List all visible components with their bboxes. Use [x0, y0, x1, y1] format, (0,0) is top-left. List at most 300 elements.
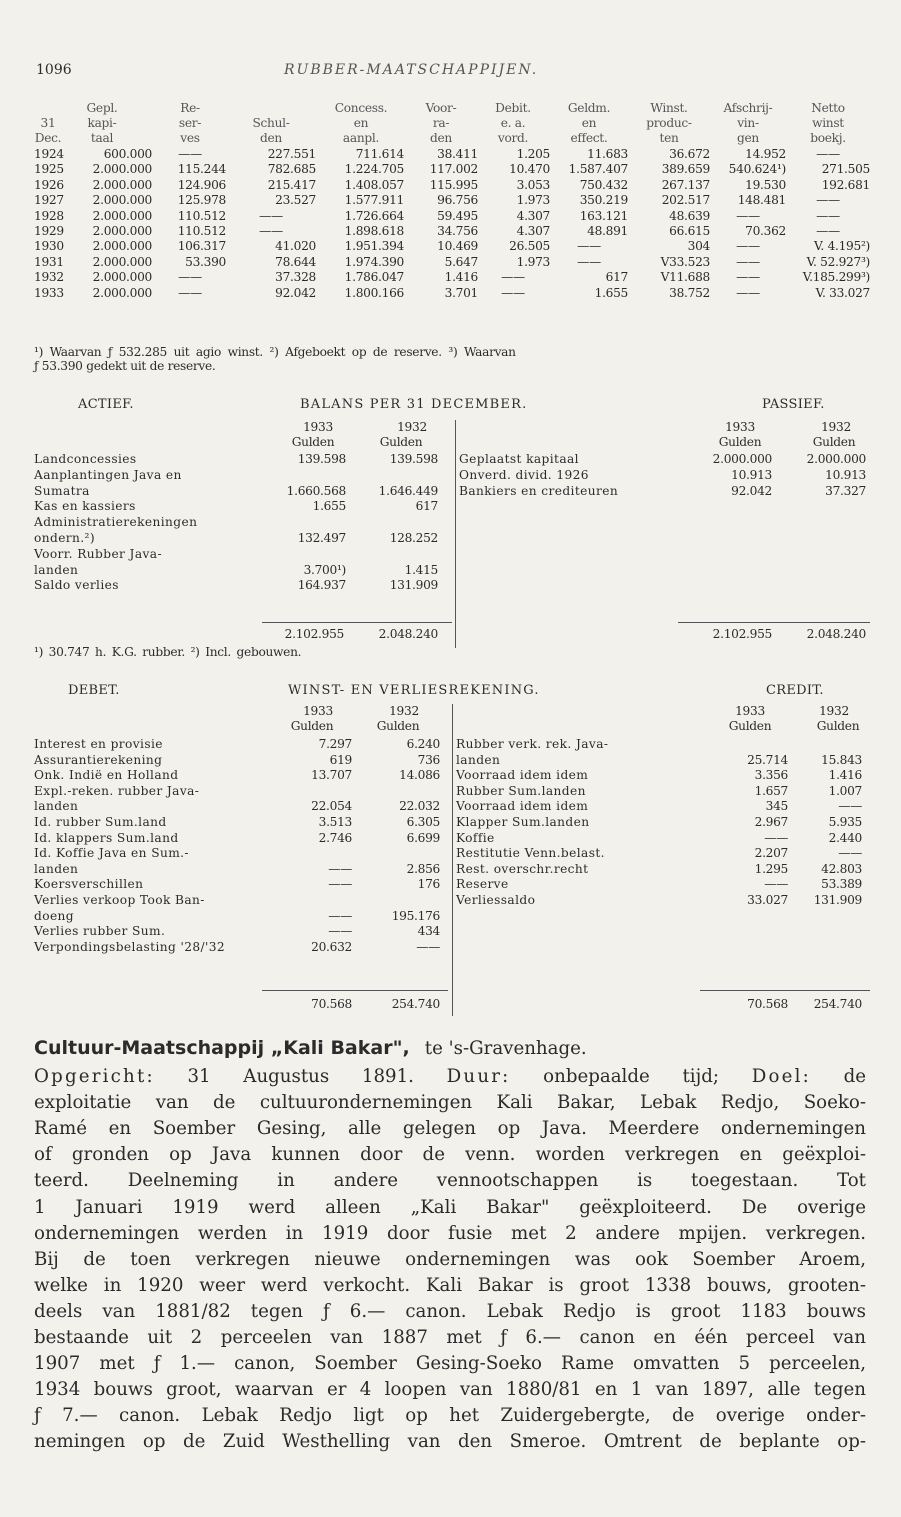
liability-value-1933: 10.913 — [731, 467, 772, 482]
table-cell: 1.898.618 — [344, 224, 404, 238]
column-header-0-2: Dec. — [34, 131, 62, 145]
debit-label: Verlies verkoop Took Ban- — [34, 893, 205, 907]
table-cell: 215.417 — [267, 177, 316, 192]
debit-value-1933: 3.513 — [318, 815, 352, 829]
page-number: 1096 — [36, 62, 72, 78]
credit-value-1932: 131.909 — [813, 893, 862, 907]
column-header-9-1: vin- — [737, 116, 759, 130]
text-run: exploitatie van de cultuurondernemingen Kali Bakar, Lebak Redjo, Soeko- — [34, 1092, 866, 1114]
table-cell: 41.020 — [275, 239, 316, 254]
table-cell: —— — [501, 270, 525, 285]
asset-value-1932: 617 — [415, 499, 438, 514]
table-cell: 48.891 — [587, 224, 628, 238]
debit-value-1933: 20.632 — [311, 939, 352, 954]
credit-label: Rubber Sum.landen — [456, 783, 586, 798]
debit-value-1932: 195.176 — [391, 908, 440, 923]
balance-total-right-1933: 2.102.955 — [712, 627, 772, 641]
balance-left-rule — [262, 622, 452, 623]
asset-label: Voorr. Rubber Java- — [34, 546, 162, 561]
asset-label: Landconcessies — [34, 452, 137, 466]
table-cell: 2.000.000 — [92, 193, 152, 208]
asset-label: ondern.²) — [34, 531, 95, 545]
liability-label: Geplaatst kapitaal — [459, 452, 579, 466]
history-footnote-2: ƒ 53.390 gedekt uit de reserve. — [34, 359, 216, 373]
table-cell: 1.224.705 — [344, 162, 404, 177]
debit-label: Koersverschillen — [34, 877, 144, 892]
column-header-4-2: aanpl. — [342, 131, 380, 145]
asset-label: Kas en kassiers — [34, 499, 136, 514]
table-cell: 2.000.000 — [92, 177, 152, 192]
debit-value-1932: 6.305 — [406, 815, 440, 829]
table-cell: 1.726.664 — [344, 208, 404, 223]
credit-label: Reserve — [456, 877, 509, 892]
credit-value-1933: 2.207 — [754, 846, 788, 861]
table-cell: —— — [259, 208, 283, 223]
debit-value-1932: 736 — [417, 752, 440, 767]
text-run: ƒ 7.— canon. Lebak Redjo ligt op het Zuidergebergte, de overige onder- — [34, 1405, 866, 1427]
text-run: bestaande uit 2 perceelen van 1887 met ƒ 6.— canon en één perceel van — [34, 1327, 866, 1348]
credit-label: Rest. overschr.recht — [456, 861, 589, 876]
table-cell: 10.469 — [437, 239, 478, 254]
table-cell: 92.042 — [275, 285, 316, 300]
table-cell: V. 4.195²) — [814, 239, 870, 254]
table-cell: 617 — [605, 270, 628, 285]
passief-heading: PASSIEF. — [762, 397, 825, 412]
column-header-10-0: Netto — [811, 101, 845, 115]
asset-value-1933: 1.660.568 — [286, 483, 346, 498]
table-cell: 23.527 — [275, 193, 316, 208]
table-cell: 38.411 — [437, 147, 478, 161]
table-cell: 782.685 — [267, 162, 316, 177]
asset-label: Sumatra — [34, 483, 90, 498]
table-cell: 1.655 — [594, 285, 628, 300]
debit-label: Expl.-reken. rubber Java- — [34, 783, 200, 798]
row-year: 1931 — [34, 254, 64, 269]
debit-value-1932: 6.699 — [406, 830, 440, 845]
text-run: de — [810, 1066, 867, 1087]
table-cell: V11.688 — [660, 270, 710, 285]
table-cell: 389.659 — [661, 162, 710, 177]
column-header-7-0: Geldm. — [567, 101, 611, 115]
table-cell: 125.978 — [177, 193, 226, 208]
pl-unit-right-1932: Gulden — [816, 719, 860, 733]
text-run: teerd. Deelneming in andere vennootschappen is toegestaan. Tot — [34, 1170, 866, 1192]
column-header-10-2: boekj. — [810, 131, 846, 145]
table-cell: —— — [736, 270, 760, 285]
debit-label: Id. Koffie Java en Sum.- — [34, 846, 189, 861]
text-line — [34, 1221, 866, 1247]
debit-value-1933: 13.707 — [311, 768, 352, 783]
table-cell: V. 52.927³) — [806, 254, 870, 269]
column-header-5-2: den — [430, 131, 452, 145]
table-cell: 1.800.166 — [344, 285, 404, 300]
balance-unit-right-1933: Gulden — [718, 435, 762, 449]
table-cell: —— — [736, 239, 760, 254]
credit-label: Rubber verk. rek. Java- — [456, 737, 609, 751]
pl-year-1933-right: 1933 — [735, 704, 765, 718]
table-cell: 2.000.000 — [92, 208, 152, 223]
liability-label: Bankiers en crediteuren — [459, 483, 619, 498]
pl-total-right-1932: 254.740 — [813, 997, 862, 1011]
text-run: welke in 1920 weer werd verkocht. Kali Bakar is groot 1338 bouws, grooten- — [34, 1274, 866, 1296]
text-line — [34, 1351, 866, 1377]
column-header-7-1: en — [581, 116, 597, 130]
column-header-7-2: effect. — [570, 131, 608, 145]
column-header-8-0: Winst. — [650, 101, 688, 115]
credit-value-1932: 1.007 — [828, 783, 862, 798]
table-cell: 3.701 — [444, 285, 478, 300]
pl-unit-left-1933: Gulden — [290, 719, 334, 733]
table-cell: 19.530 — [745, 177, 786, 192]
company-location: te 's-Gravenhage. — [424, 1038, 587, 1059]
row-year: 1932 — [34, 270, 64, 285]
credit-value-1932: —— — [838, 846, 862, 861]
spaced-label: Doel: — [751, 1066, 811, 1087]
text-line — [34, 1325, 866, 1351]
running-title: RUBBER-MAATSCHAPPIJEN. — [284, 62, 539, 78]
text-run: Ramé en Soember Gesing, alle gelegen op Java. Meerdere ondernemingen — [34, 1118, 866, 1140]
asset-label: Saldo verlies — [34, 578, 119, 593]
table-cell: —— — [736, 254, 760, 269]
table-cell: 202.517 — [661, 193, 710, 208]
column-header-1-1: kapi- — [87, 116, 117, 130]
table-cell: V33.523 — [660, 254, 710, 269]
table-cell: —— — [816, 224, 840, 238]
balance-unit-left-1933: Gulden — [291, 435, 335, 449]
asset-value-1933: 164.937 — [297, 578, 346, 593]
asset-value-1933: 139.598 — [297, 452, 346, 466]
liability-value-1932: 37.327 — [825, 483, 866, 498]
credit-value-1933: 1.657 — [754, 783, 788, 798]
text-run: onbepaalde tijd; — [510, 1066, 752, 1087]
credit-value-1932: 42.803 — [821, 861, 862, 876]
credit-value-1933: 1.295 — [754, 861, 788, 876]
row-year: 1925 — [34, 162, 64, 177]
liability-label: Onverd. divid. 1926 — [459, 467, 589, 482]
table-cell: 37.328 — [275, 270, 316, 285]
credit-value-1933: —— — [764, 830, 788, 845]
table-cell: 304 — [687, 239, 710, 254]
table-cell: V. 33.027 — [815, 285, 870, 300]
text-run: 1 Januari 1919 werd alleen „Kali Bakar" geëxploiteerd. De overige — [34, 1196, 866, 1218]
table-cell: 1.951.394 — [344, 239, 404, 254]
table-cell: 2.000.000 — [92, 162, 152, 177]
debit-value-1933: —— — [328, 908, 352, 923]
credit-value-1932: 5.935 — [828, 815, 862, 829]
pl-total-right-1933: 70.568 — [747, 997, 788, 1011]
credit-value-1933: 25.714 — [747, 752, 788, 767]
pl-year-1933-left: 1933 — [303, 704, 333, 718]
text-line — [34, 1168, 866, 1194]
credit-value-1933: 33.027 — [747, 893, 788, 907]
debit-value-1932: —— — [416, 939, 440, 954]
balance-unit-left-1932: Gulden — [379, 435, 423, 449]
credit-label: Restitutie Venn.belast. — [456, 846, 605, 861]
table-cell: 59.495 — [437, 208, 478, 223]
table-cell: 96.756 — [437, 193, 478, 208]
column-header-0-1: 31 — [40, 116, 56, 130]
spaced-label: Duur: — [446, 1066, 511, 1087]
debit-label: landen — [34, 799, 79, 814]
table-cell: —— — [259, 224, 283, 238]
debit-value-1933: —— — [328, 861, 352, 876]
debit-value-1933: 619 — [329, 752, 352, 767]
asset-value-1932: 131.909 — [389, 578, 438, 593]
credit-value-1932: 15.843 — [821, 752, 862, 767]
table-cell: 1.205 — [516, 147, 550, 161]
table-cell: 1.973 — [516, 254, 550, 269]
debit-value-1933: 7.297 — [318, 737, 352, 751]
table-cell: 78.644 — [275, 254, 316, 269]
balance-year-1933-left: 1933 — [303, 420, 333, 434]
table-cell: 1.416 — [444, 270, 478, 285]
table-cell: —— — [501, 285, 525, 300]
table-cell: 163.121 — [579, 208, 628, 223]
balance-unit-right-1932: Gulden — [812, 435, 856, 449]
credit-label: Voorraad idem idem — [456, 768, 589, 783]
liability-value-1933: 92.042 — [731, 483, 772, 498]
column-header-4-0: Concess. — [334, 101, 388, 115]
table-cell: 711.614 — [355, 147, 404, 161]
credit-value-1932: 1.416 — [828, 768, 862, 783]
balance-footnote: ¹) 30.747 h. K.G. rubber. ²) Incl. gebouwen. — [34, 645, 302, 659]
text-line — [34, 1299, 866, 1325]
row-year: 1927 — [34, 193, 64, 208]
text-run: Bij de toen verkregen nieuwe ondernemingen was ook Soember Aroem, — [34, 1248, 866, 1270]
debit-value-1932: 22.032 — [399, 799, 440, 814]
table-cell: 750.432 — [579, 177, 628, 192]
column-header-6-2: vord. — [497, 131, 529, 145]
company-title-line — [34, 1036, 587, 1062]
debit-label: Verpondingsbelasting '28/'32 — [34, 939, 226, 954]
credit-label: Koffie — [456, 830, 495, 845]
balance-total-right-1932: 2.048.240 — [806, 627, 866, 641]
text-line — [34, 1090, 866, 1116]
debit-label: Interest en provisie — [34, 737, 163, 751]
text-run: nemingen op de Zuid Westhelling van den Smeroe. Omtrent de beplante op- — [34, 1431, 866, 1453]
table-cell: —— — [816, 193, 840, 208]
column-header-8-2: ten — [659, 131, 679, 145]
table-cell: 38.752 — [669, 285, 710, 300]
pl-year-1932-left: 1932 — [389, 704, 419, 718]
table-cell: —— — [736, 285, 760, 300]
credit-value-1932: 2.440 — [828, 830, 862, 845]
column-header-5-1: ra- — [432, 116, 450, 130]
column-header-10-1: winst — [812, 116, 844, 130]
table-cell: 115.244 — [177, 162, 226, 177]
table-cell: 148.481 — [737, 193, 786, 208]
asset-label: landen — [34, 562, 79, 577]
table-cell: 1.408.057 — [344, 177, 404, 192]
table-cell: 115.995 — [429, 177, 478, 192]
pl-heading: WINST- EN VERLIESREKENING. — [288, 683, 540, 698]
debit-value-1932: 176 — [417, 877, 440, 892]
liability-value-1932: 10.913 — [825, 467, 866, 482]
table-cell: —— — [816, 208, 840, 223]
table-cell: —— — [816, 147, 840, 161]
table-cell: 227.551 — [267, 147, 316, 161]
table-cell: 600.000 — [103, 147, 152, 161]
text-line — [34, 1273, 866, 1299]
debit-label: Assurantierekening — [34, 752, 163, 767]
table-cell: 53.390 — [185, 254, 226, 269]
table-cell: 124.906 — [177, 177, 226, 192]
table-cell: 106.317 — [177, 239, 226, 254]
history-footnote-1: ¹) Waarvan ƒ 532.285 uit agio winst. ²) Afgeboekt op de reserve. ³) Waarvan — [34, 345, 516, 359]
debit-value-1932: 2.856 — [406, 861, 440, 876]
table-cell: 110.512 — [177, 224, 226, 238]
liability-value-1932: 2.000.000 — [806, 452, 866, 466]
balance-total-left-1933: 2.102.955 — [284, 627, 344, 641]
debit-value-1933: 2.746 — [318, 830, 352, 845]
row-year: 1924 — [34, 147, 64, 161]
credit-label: Voorraad idem idem — [456, 799, 589, 814]
asset-label: Administratierekeningen — [34, 515, 198, 530]
table-cell: 192.681 — [821, 177, 870, 192]
credit-label: landen — [456, 752, 501, 767]
debit-value-1933: —— — [328, 924, 352, 939]
table-cell: 1.587.407 — [568, 162, 628, 177]
text-line — [34, 1429, 866, 1455]
column-header-9-2: gen — [737, 131, 759, 145]
column-header-5-0: Voor- — [425, 101, 457, 115]
column-header-8-1: produc- — [646, 116, 692, 130]
balance-total-left-1932: 2.048.240 — [378, 627, 438, 641]
credit-label: Verliessaldo — [456, 893, 536, 907]
column-header-1-2: taal — [90, 131, 114, 145]
table-cell: 26.505 — [509, 239, 550, 254]
asset-value-1933: 3.700¹) — [303, 562, 346, 577]
pl-divider — [452, 704, 453, 1016]
table-cell: —— — [736, 208, 760, 223]
row-year: 1926 — [34, 177, 64, 192]
debit-value-1932: 434 — [417, 924, 440, 939]
debit-value-1933: 22.054 — [311, 799, 352, 814]
column-header-9-0: Afschrij- — [723, 101, 773, 115]
balance-year-1932-right: 1932 — [821, 420, 851, 434]
table-cell: 350.219 — [579, 193, 628, 208]
table-cell: 14.952 — [745, 147, 786, 161]
table-cell: 5.647 — [444, 254, 478, 269]
text-line — [34, 1142, 866, 1168]
table-cell: 267.137 — [661, 177, 710, 192]
asset-value-1933: 132.497 — [297, 531, 346, 545]
text-line — [34, 1116, 866, 1142]
company-name: Cultuur-Maatschappij „Kali Bakar", — [34, 1037, 410, 1059]
debit-value-1932: 14.086 — [399, 768, 440, 783]
table-cell: —— — [178, 285, 202, 300]
pl-unit-right-1933: Gulden — [728, 719, 772, 733]
text-run: 1907 met ƒ 1.— canon, Soember Gesing-Soeko Rame omvatten 5 perceelen, — [34, 1353, 866, 1375]
table-cell: V.185.299³) — [802, 270, 870, 285]
table-cell: 1.974.390 — [344, 254, 404, 269]
credit-label: Klapper Sum.landen — [456, 815, 590, 829]
asset-label: Aanplantingen Java en — [34, 467, 182, 482]
table-cell: 1.973 — [516, 193, 550, 208]
debet-heading: DEBET. — [68, 683, 120, 698]
column-header-6-1: e. a. — [500, 116, 526, 130]
asset-value-1932: 139.598 — [389, 452, 438, 466]
asset-value-1932: 1.415 — [404, 562, 438, 577]
text-run: of gronden op Java kunnen door de venn. worden verkregen en geëxploi- — [34, 1144, 866, 1166]
pl-right-rule — [700, 990, 870, 991]
table-cell: 11.683 — [587, 147, 628, 161]
table-cell: 271.505 — [821, 162, 870, 177]
text-line — [34, 1195, 866, 1221]
column-header-3-1: Schul- — [252, 116, 290, 130]
asset-value-1932: 128.252 — [389, 531, 438, 545]
row-year: 1929 — [34, 224, 64, 238]
balance-year-1932-left: 1932 — [397, 420, 427, 434]
table-cell: 117.002 — [429, 162, 478, 177]
text-line — [34, 1064, 866, 1090]
debit-label: landen — [34, 861, 79, 876]
table-cell: 10.470 — [509, 162, 550, 177]
credit-value-1933: —— — [764, 877, 788, 892]
credit-heading: CREDIT. — [766, 683, 824, 698]
debit-label: Onk. Indië en Holland — [34, 768, 179, 783]
table-cell: 3.053 — [516, 177, 550, 192]
text-line — [34, 1403, 866, 1429]
liability-value-1933: 2.000.000 — [712, 452, 772, 466]
asset-value-1933: 1.655 — [312, 499, 346, 514]
column-header-6-0: Debit. — [495, 101, 531, 115]
balance-divider — [455, 420, 456, 648]
table-cell: 66.615 — [669, 224, 710, 238]
pl-unit-left-1932: Gulden — [376, 719, 420, 733]
asset-value-1932: 1.646.449 — [378, 483, 438, 498]
table-cell: 110.512 — [177, 208, 226, 223]
debit-label: Id. rubber Sum.land — [34, 815, 167, 829]
table-cell: 70.362 — [745, 224, 786, 238]
table-cell: 540.624¹) — [728, 162, 786, 177]
credit-value-1932: 53.389 — [821, 877, 862, 892]
table-cell: 2.000.000 — [92, 285, 152, 300]
text-run: ondernemingen werden in 1919 door fusie met 2 andere mpijen. verkregen. — [34, 1222, 866, 1244]
credit-value-1932: —— — [838, 799, 862, 814]
column-header-2-2: ves — [180, 131, 200, 145]
credit-value-1933: 345 — [765, 799, 788, 814]
table-cell: 34.756 — [437, 224, 478, 238]
debit-value-1933: —— — [328, 877, 352, 892]
table-cell: 2.000.000 — [92, 239, 152, 254]
actief-heading: ACTIEF. — [78, 397, 134, 412]
debit-label: Verlies rubber Sum. — [34, 924, 166, 939]
row-year: 1930 — [34, 239, 64, 254]
pl-year-1932-right: 1932 — [819, 704, 849, 718]
table-cell: —— — [178, 270, 202, 285]
table-cell: 2.000.000 — [92, 270, 152, 285]
table-cell: 2.000.000 — [92, 224, 152, 238]
table-cell: 1.577.911 — [344, 193, 404, 208]
balance-heading: BALANS PER 31 DECEMBER. — [300, 397, 528, 412]
table-cell: 48.639 — [669, 208, 710, 223]
table-cell: —— — [577, 254, 601, 269]
table-cell: 36.672 — [669, 147, 710, 161]
debit-value-1932: 6.240 — [406, 737, 440, 751]
spaced-label: Opgericht: — [34, 1066, 155, 1087]
text-line — [34, 1247, 866, 1273]
text-line — [34, 1377, 866, 1403]
pl-left-rule — [262, 990, 448, 991]
table-cell: 2.000.000 — [92, 254, 152, 269]
pl-total-left-1932: 254.740 — [391, 997, 440, 1011]
column-header-2-1: ser- — [178, 116, 202, 130]
table-cell: 4.307 — [516, 208, 550, 223]
table-cell: —— — [178, 147, 202, 161]
text-run: deels van 1881/82 tegen ƒ 6.— canon. Lebak Redjo is groot 1183 bouws — [34, 1300, 866, 1322]
credit-value-1933: 2.967 — [754, 815, 788, 829]
